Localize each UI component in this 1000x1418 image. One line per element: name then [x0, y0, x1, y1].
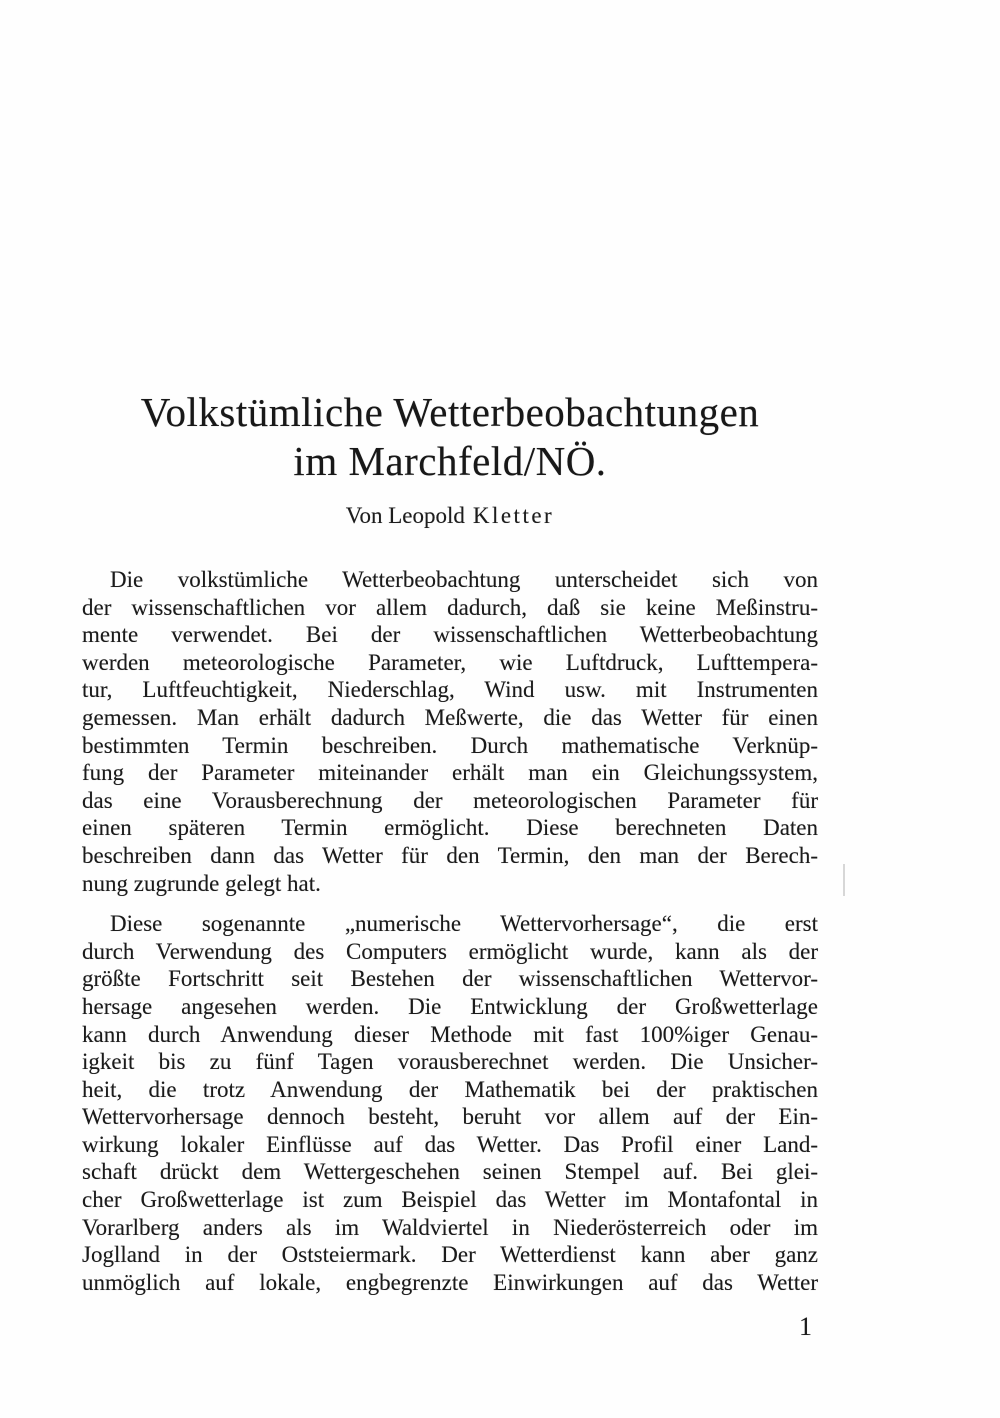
paragraph-2: [82, 910, 818, 1296]
text-line: durch Verwendung des Computers ermöglicht wurde, kann als der: [82, 938, 818, 964]
text-line: gemessen. Man erhält dadurch Meßwerte, die das Wetter für einen: [82, 704, 818, 730]
text-line: beschreiben dann das Wetter für den Termin, den man der Berech-: [82, 842, 818, 868]
text-line: nung zugrunde gelegt hat.: [82, 870, 321, 896]
paragraph-1: [82, 566, 818, 897]
article-title-line2: im Marchfeld/NÖ.: [293, 438, 607, 484]
text-line: Vorarlberg anders als im Waldviertel in Niederösterreich oder im: [82, 1214, 818, 1240]
text-line: werden meteorologische Parameter, wie Luftdruck, Lufttempera-: [82, 649, 818, 675]
text-line: tur, Luftfeuchtigkeit, Niederschlag, Wind usw. mit Instrumenten: [82, 677, 818, 703]
text-line: der wissenschaftlichen vor allem dadurch, daß sie keine Meßinstru-: [82, 594, 818, 620]
text-line: einen späteren Termin ermöglicht. Diese berechneten Daten: [82, 815, 818, 841]
page-number: 1: [799, 1312, 812, 1341]
text-line: Joglland in der Oststeiermark. Der Wetterdienst kann aber ganz: [82, 1242, 818, 1268]
byline-prefix: Von Leopold: [345, 503, 465, 528]
text-line: Wettervorhersage dennoch besteht, beruht vor allem auf der Ein-: [82, 1104, 818, 1130]
text-line: größte Fortschritt seit Bestehen der wissenschaftlichen Wettervor-: [82, 966, 818, 992]
text-line: mente verwendet. Bei der wissenschaftlichen Wetterbeobachtung: [82, 622, 818, 648]
text-line: kann durch Anwendung dieser Methode mit fast 100%iger Genau-: [82, 1021, 818, 1047]
text-line: das eine Vorausberechnung der meteorologischen Parameter für: [82, 787, 818, 813]
text-line: igkeit bis zu fünf Tagen vorausberechnet werden. Die Unsicher-: [82, 1049, 818, 1075]
article-title-line1: Volkstümliche Wetterbeobachtungen: [140, 389, 760, 435]
text-line: unmöglich auf lokale, engbegrenzte Einwirkungen auf das Wetter: [82, 1269, 818, 1295]
text-line: Diese sogenannte „numerische Wettervorhersage“, die erst: [110, 911, 818, 937]
text-line: Die volkstümliche Wetterbeobachtung unterscheidet sich von: [110, 567, 818, 592]
article-body: [82, 566, 818, 1296]
text-line: fung der Parameter miteinander erhält man ein Gleichungssystem,: [82, 760, 818, 786]
text-line: heit, die trotz Anwendung der Mathematik bei der praktischen: [82, 1076, 818, 1102]
text-line: bestimmten Termin beschreiben. Durch mathematische Verknüp-: [82, 732, 818, 758]
text-line: schaft drückt dem Wettergeschehen seinen Stempel auf. Bei glei-: [82, 1159, 818, 1185]
text-line: hersage angesehen werden. Die Entwicklung der Großwetterlage: [82, 993, 818, 1019]
article-title: [82, 388, 818, 486]
text-line: wirkung lokaler Einflüsse auf das Wetter. Das Profil einer Land-: [82, 1131, 818, 1157]
byline: [82, 502, 818, 530]
byline-author-name: Kletter: [472, 503, 555, 528]
text-line: cher Großwetterlage ist zum Beispiel das Wetter im Montafontal in: [82, 1187, 818, 1213]
scan-artifact: [843, 864, 845, 896]
